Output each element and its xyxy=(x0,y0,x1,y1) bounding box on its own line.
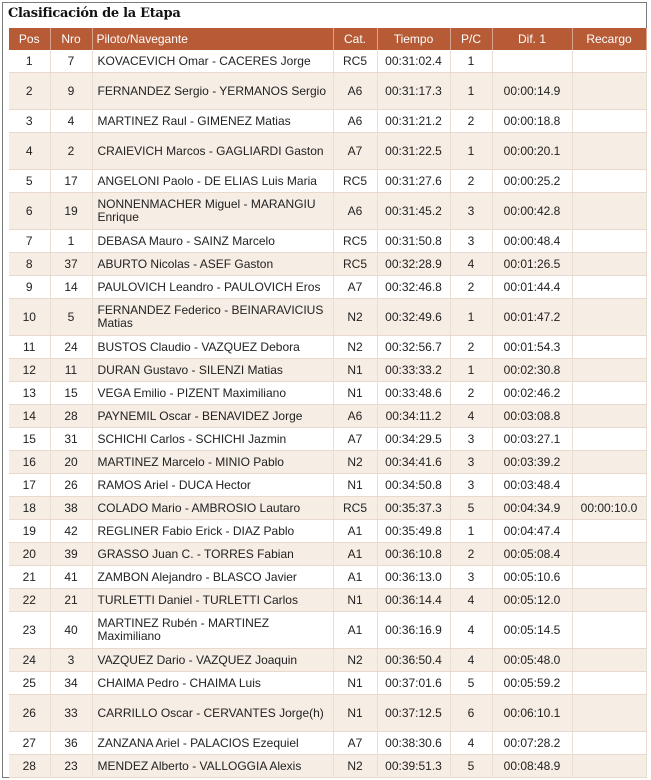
cell-cat: N2 xyxy=(333,336,377,359)
cell-dif: 00:07:28.2 xyxy=(492,732,572,755)
table-row xyxy=(9,359,646,382)
cell-pos: 10 xyxy=(9,299,50,336)
cell-pc: 3 xyxy=(450,428,492,451)
cell-piloto: GRASSO Juan C. - TORRES Fabian xyxy=(92,543,333,566)
table-row xyxy=(9,170,646,193)
cell-dif: 00:01:26.5 xyxy=(492,253,572,276)
cell-dif: 00:02:46.2 xyxy=(492,382,572,405)
cell-cat: A7 xyxy=(333,732,377,755)
cell-pos: 17 xyxy=(9,474,50,497)
cell-nro: 36 xyxy=(50,732,92,755)
cell-pos: 28 xyxy=(9,755,50,778)
table-row xyxy=(9,566,646,589)
cell-piloto: RAMOS Ariel - DUCA Hector xyxy=(92,474,333,497)
header-pos: Pos xyxy=(9,28,50,50)
cell-dif: 00:05:59.2 xyxy=(492,672,572,695)
cell-nro: 41 xyxy=(50,566,92,589)
table-row xyxy=(9,405,646,428)
header-recargo: Recargo xyxy=(572,28,646,50)
cell-recargo xyxy=(572,672,646,695)
cell-dif: 00:08:48.9 xyxy=(492,755,572,778)
cell-piloto: ZANZANA Ariel - PALACIOS Ezequiel xyxy=(92,732,333,755)
cell-dif: 00:05:48.0 xyxy=(492,649,572,672)
cell-nro: 38 xyxy=(50,497,92,520)
cell-tiempo: 00:31:21.2 xyxy=(377,110,450,133)
cell-pos: 21 xyxy=(9,566,50,589)
cell-nro: 33 xyxy=(50,695,92,732)
table-row xyxy=(9,230,646,253)
cell-pc: 2 xyxy=(450,110,492,133)
cell-recargo: 00:00:10.0 xyxy=(572,497,646,520)
cell-pc: 1 xyxy=(450,299,492,336)
cell-nro: 26 xyxy=(50,474,92,497)
table-row xyxy=(9,543,646,566)
cell-pos: 26 xyxy=(9,695,50,732)
cell-recargo xyxy=(572,649,646,672)
table-row xyxy=(9,193,646,230)
cell-nro: 40 xyxy=(50,612,92,649)
cell-dif: 00:03:48.4 xyxy=(492,474,572,497)
cell-recargo xyxy=(572,589,646,612)
cell-pc: 2 xyxy=(450,382,492,405)
cell-recargo xyxy=(572,133,646,170)
cell-piloto: MARTINEZ Marcelo - MINIO Pablo xyxy=(92,451,333,474)
cell-recargo xyxy=(572,520,646,543)
cell-dif: 00:05:10.6 xyxy=(492,566,572,589)
cell-piloto: MARTINEZ Rubén - MARTINEZ Maximiliano xyxy=(92,612,333,649)
cell-nro: 28 xyxy=(50,405,92,428)
cell-cat: A1 xyxy=(333,612,377,649)
table-header-row xyxy=(9,28,646,50)
cell-cat: A1 xyxy=(333,566,377,589)
cell-dif: 00:00:14.9 xyxy=(492,73,572,110)
table-row xyxy=(9,474,646,497)
cell-pc: 3 xyxy=(450,566,492,589)
cell-dif: 00:04:34.9 xyxy=(492,497,572,520)
cell-dif: 00:02:30.8 xyxy=(492,359,572,382)
cell-pc: 1 xyxy=(450,520,492,543)
cell-pc: 1 xyxy=(450,73,492,110)
cell-nro: 17 xyxy=(50,170,92,193)
cell-pc: 3 xyxy=(450,474,492,497)
cell-cat: N1 xyxy=(333,695,377,732)
cell-cat: A1 xyxy=(333,543,377,566)
cell-recargo xyxy=(572,382,646,405)
cell-recargo xyxy=(572,170,646,193)
cell-nro: 14 xyxy=(50,276,92,299)
cell-piloto: CHAIMA Pedro - CHAIMA Luis xyxy=(92,672,333,695)
cell-tiempo: 00:33:33.2 xyxy=(377,359,450,382)
cell-recargo xyxy=(572,695,646,732)
cell-nro: 11 xyxy=(50,359,92,382)
cell-dif: 00:03:39.2 xyxy=(492,451,572,474)
table-row xyxy=(9,520,646,543)
cell-recargo xyxy=(572,451,646,474)
cell-dif: 00:03:08.8 xyxy=(492,405,572,428)
cell-piloto: VAZQUEZ Dario - VAZQUEZ Joaquin xyxy=(92,649,333,672)
table-row xyxy=(9,497,646,520)
cell-pos: 13 xyxy=(9,382,50,405)
cell-pos: 23 xyxy=(9,612,50,649)
cell-nro: 42 xyxy=(50,520,92,543)
cell-piloto: FERNANDEZ Federico - BEINARAVICIUS Matias xyxy=(92,299,333,336)
cell-pc: 1 xyxy=(450,50,492,73)
table-row xyxy=(9,428,646,451)
cell-piloto: NONNENMACHER Miguel - MARANGIU Enrique xyxy=(92,193,333,230)
cell-dif: 00:00:18.8 xyxy=(492,110,572,133)
cell-tiempo: 00:31:27.6 xyxy=(377,170,450,193)
cell-pc: 5 xyxy=(450,672,492,695)
table-row xyxy=(9,110,646,133)
cell-tiempo: 00:31:22.5 xyxy=(377,133,450,170)
cell-pos: 14 xyxy=(9,405,50,428)
cell-piloto: PAULOVICH Leandro - PAULOVICH Eros xyxy=(92,276,333,299)
cell-dif: 00:00:42.8 xyxy=(492,193,572,230)
cell-pos: 12 xyxy=(9,359,50,382)
cell-tiempo: 00:39:51.3 xyxy=(377,755,450,778)
cell-pc: 5 xyxy=(450,755,492,778)
cell-recargo xyxy=(572,276,646,299)
cell-piloto: FERNANDEZ Sergio - YERMANOS Sergio xyxy=(92,73,333,110)
cell-piloto: DEBASA Mauro - SAINZ Marcelo xyxy=(92,230,333,253)
cell-nro: 39 xyxy=(50,543,92,566)
cell-recargo xyxy=(572,566,646,589)
cell-cat: A7 xyxy=(333,133,377,170)
cell-recargo xyxy=(572,359,646,382)
cell-nro: 7 xyxy=(50,50,92,73)
cell-dif: 00:06:10.1 xyxy=(492,695,572,732)
cell-pos: 8 xyxy=(9,253,50,276)
cell-dif: 00:04:47.4 xyxy=(492,520,572,543)
cell-tiempo: 00:36:14.4 xyxy=(377,589,450,612)
cell-pc: 4 xyxy=(450,612,492,649)
table-row xyxy=(9,133,646,170)
table-row xyxy=(9,649,646,672)
table-row xyxy=(9,451,646,474)
cell-dif: 00:00:48.4 xyxy=(492,230,572,253)
cell-pc: 3 xyxy=(450,230,492,253)
cell-tiempo: 00:36:16.9 xyxy=(377,612,450,649)
cell-pc: 1 xyxy=(450,133,492,170)
cell-nro: 20 xyxy=(50,451,92,474)
cell-tiempo: 00:31:45.2 xyxy=(377,193,450,230)
cell-tiempo: 00:36:13.0 xyxy=(377,566,450,589)
cell-cat: RC5 xyxy=(333,497,377,520)
cell-pos: 27 xyxy=(9,732,50,755)
header-nro: Nro xyxy=(50,28,92,50)
cell-pos: 1 xyxy=(9,50,50,73)
cell-recargo xyxy=(572,50,646,73)
cell-cat: A7 xyxy=(333,428,377,451)
cell-cat: A6 xyxy=(333,405,377,428)
cell-pc: 6 xyxy=(450,695,492,732)
cell-nro: 21 xyxy=(50,589,92,612)
cell-dif: 00:05:14.5 xyxy=(492,612,572,649)
cell-tiempo: 00:33:48.6 xyxy=(377,382,450,405)
cell-dif xyxy=(492,50,572,73)
cell-recargo xyxy=(572,612,646,649)
cell-pos: 6 xyxy=(9,193,50,230)
table-row xyxy=(9,276,646,299)
table-row xyxy=(9,299,646,336)
cell-nro: 15 xyxy=(50,382,92,405)
table-row xyxy=(9,672,646,695)
cell-tiempo: 00:34:29.5 xyxy=(377,428,450,451)
header-cat: Cat. xyxy=(333,28,377,50)
cell-pos: 20 xyxy=(9,543,50,566)
cell-tiempo: 00:37:01.6 xyxy=(377,672,450,695)
table-row xyxy=(9,73,646,110)
cell-pc: 3 xyxy=(450,451,492,474)
cell-tiempo: 00:34:41.6 xyxy=(377,451,450,474)
cell-tiempo: 00:34:50.8 xyxy=(377,474,450,497)
cell-tiempo: 00:34:11.2 xyxy=(377,405,450,428)
cell-pc: 4 xyxy=(450,649,492,672)
cell-pc: 4 xyxy=(450,405,492,428)
cell-pc: 5 xyxy=(450,497,492,520)
cell-nro: 4 xyxy=(50,110,92,133)
cell-dif: 00:05:08.4 xyxy=(492,543,572,566)
cell-recargo xyxy=(572,428,646,451)
cell-pos: 7 xyxy=(9,230,50,253)
cell-nro: 19 xyxy=(50,193,92,230)
cell-nro: 23 xyxy=(50,755,92,778)
cell-cat: N2 xyxy=(333,649,377,672)
cell-pos: 2 xyxy=(9,73,50,110)
results-table xyxy=(9,28,647,778)
cell-piloto: TURLETTI Daniel - TURLETTI Carlos xyxy=(92,589,333,612)
cell-recargo xyxy=(572,732,646,755)
cell-pc: 4 xyxy=(450,253,492,276)
table-row xyxy=(9,589,646,612)
cell-recargo xyxy=(572,193,646,230)
cell-cat: A7 xyxy=(333,276,377,299)
cell-pc: 2 xyxy=(450,336,492,359)
cell-recargo xyxy=(572,230,646,253)
cell-cat: N1 xyxy=(333,474,377,497)
cell-tiempo: 00:31:17.3 xyxy=(377,73,450,110)
cell-piloto: MENDEZ Alberto - VALLOGGIA Alexis xyxy=(92,755,333,778)
cell-piloto: MARTINEZ Raul - GIMENEZ Matias xyxy=(92,110,333,133)
header-pc: P/C xyxy=(450,28,492,50)
cell-tiempo: 00:35:49.8 xyxy=(377,520,450,543)
cell-recargo xyxy=(572,755,646,778)
cell-recargo xyxy=(572,405,646,428)
cell-piloto: ZAMBON Alejandro - BLASCO Javier xyxy=(92,566,333,589)
cell-cat: A6 xyxy=(333,193,377,230)
cell-pc: 2 xyxy=(450,170,492,193)
cell-tiempo: 00:32:56.7 xyxy=(377,336,450,359)
cell-pos: 5 xyxy=(9,170,50,193)
cell-tiempo: 00:31:02.4 xyxy=(377,50,450,73)
cell-tiempo: 00:36:10.8 xyxy=(377,543,450,566)
cell-pos: 15 xyxy=(9,428,50,451)
cell-piloto: COLADO Mario - AMBROSIO Lautaro xyxy=(92,497,333,520)
classification-panel xyxy=(2,2,647,778)
header-dif: Dif. 1 xyxy=(492,28,572,50)
cell-cat: A1 xyxy=(333,520,377,543)
page-title: Clasificación de la Etapa xyxy=(8,6,181,21)
cell-pc: 4 xyxy=(450,589,492,612)
table-row xyxy=(9,382,646,405)
cell-nro: 34 xyxy=(50,672,92,695)
cell-cat: N2 xyxy=(333,451,377,474)
cell-tiempo: 00:31:50.8 xyxy=(377,230,450,253)
cell-cat: A6 xyxy=(333,73,377,110)
cell-piloto: CRAIEVICH Marcos - GAGLIARDI Gaston xyxy=(92,133,333,170)
cell-recargo xyxy=(572,253,646,276)
cell-cat: N1 xyxy=(333,672,377,695)
table-row xyxy=(9,732,646,755)
cell-pos: 19 xyxy=(9,520,50,543)
table-row xyxy=(9,253,646,276)
cell-recargo xyxy=(572,299,646,336)
cell-nro: 5 xyxy=(50,299,92,336)
cell-pos: 25 xyxy=(9,672,50,695)
cell-dif: 00:01:44.4 xyxy=(492,276,572,299)
cell-pos: 24 xyxy=(9,649,50,672)
cell-cat: N2 xyxy=(333,755,377,778)
cell-cat: RC5 xyxy=(333,253,377,276)
cell-nro: 24 xyxy=(50,336,92,359)
cell-piloto: BUSTOS Claudio - VAZQUEZ Debora xyxy=(92,336,333,359)
cell-piloto: SCHICHI Carlos - SCHICHI Jazmin xyxy=(92,428,333,451)
cell-recargo xyxy=(572,474,646,497)
cell-piloto: CARRILLO Oscar - CERVANTES Jorge(h) xyxy=(92,695,333,732)
table-row xyxy=(9,50,646,73)
cell-recargo xyxy=(572,73,646,110)
cell-tiempo: 00:32:49.6 xyxy=(377,299,450,336)
cell-recargo xyxy=(572,543,646,566)
cell-piloto: ANGELONI Paolo - DE ELIAS Luis Maria xyxy=(92,170,333,193)
cell-pc: 1 xyxy=(450,359,492,382)
cell-tiempo: 00:37:12.5 xyxy=(377,695,450,732)
cell-cat: N1 xyxy=(333,359,377,382)
cell-nro: 3 xyxy=(50,649,92,672)
table-row xyxy=(9,612,646,649)
cell-dif: 00:01:47.2 xyxy=(492,299,572,336)
cell-pos: 18 xyxy=(9,497,50,520)
cell-dif: 00:03:27.1 xyxy=(492,428,572,451)
cell-pos: 22 xyxy=(9,589,50,612)
cell-cat: A6 xyxy=(333,110,377,133)
cell-nro: 31 xyxy=(50,428,92,451)
cell-cat: N1 xyxy=(333,589,377,612)
cell-piloto: ABURTO Nicolas - ASEF Gaston xyxy=(92,253,333,276)
cell-pc: 2 xyxy=(450,543,492,566)
cell-pos: 3 xyxy=(9,110,50,133)
cell-tiempo: 00:32:28.9 xyxy=(377,253,450,276)
cell-recargo xyxy=(572,110,646,133)
cell-nro: 37 xyxy=(50,253,92,276)
cell-dif: 00:00:20.1 xyxy=(492,133,572,170)
cell-piloto: VEGA Emilio - PIZENT Maximiliano xyxy=(92,382,333,405)
cell-cat: RC5 xyxy=(333,230,377,253)
cell-tiempo: 00:32:46.8 xyxy=(377,276,450,299)
cell-nro: 1 xyxy=(50,230,92,253)
table-row xyxy=(9,336,646,359)
cell-pos: 4 xyxy=(9,133,50,170)
cell-cat: RC5 xyxy=(333,50,377,73)
cell-piloto: KOVACEVICH Omar - CACERES Jorge xyxy=(92,50,333,73)
cell-piloto: REGLINER Fabio Erick - DIAZ Pablo xyxy=(92,520,333,543)
cell-cat: N1 xyxy=(333,382,377,405)
cell-pc: 4 xyxy=(450,732,492,755)
cell-piloto: PAYNEMIL Oscar - BENAVIDEZ Jorge xyxy=(92,405,333,428)
cell-pos: 11 xyxy=(9,336,50,359)
cell-pc: 3 xyxy=(450,193,492,230)
cell-dif: 00:01:54.3 xyxy=(492,336,572,359)
cell-cat: RC5 xyxy=(333,170,377,193)
cell-recargo xyxy=(572,336,646,359)
table-row xyxy=(9,755,646,778)
cell-nro: 2 xyxy=(50,133,92,170)
cell-pos: 16 xyxy=(9,451,50,474)
cell-dif: 00:00:25.2 xyxy=(492,170,572,193)
header-tiempo: Tiempo xyxy=(377,28,450,50)
cell-tiempo: 00:36:50.4 xyxy=(377,649,450,672)
cell-pc: 2 xyxy=(450,276,492,299)
cell-piloto: DURAN Gustavo - SILENZI Matias xyxy=(92,359,333,382)
cell-pos: 9 xyxy=(9,276,50,299)
table-row xyxy=(9,695,646,732)
cell-tiempo: 00:38:30.6 xyxy=(377,732,450,755)
cell-cat: N2 xyxy=(333,299,377,336)
header-piloto: Piloto/Navegante xyxy=(92,28,333,50)
cell-nro: 9 xyxy=(50,73,92,110)
cell-dif: 00:05:12.0 xyxy=(492,589,572,612)
cell-tiempo: 00:35:37.3 xyxy=(377,497,450,520)
